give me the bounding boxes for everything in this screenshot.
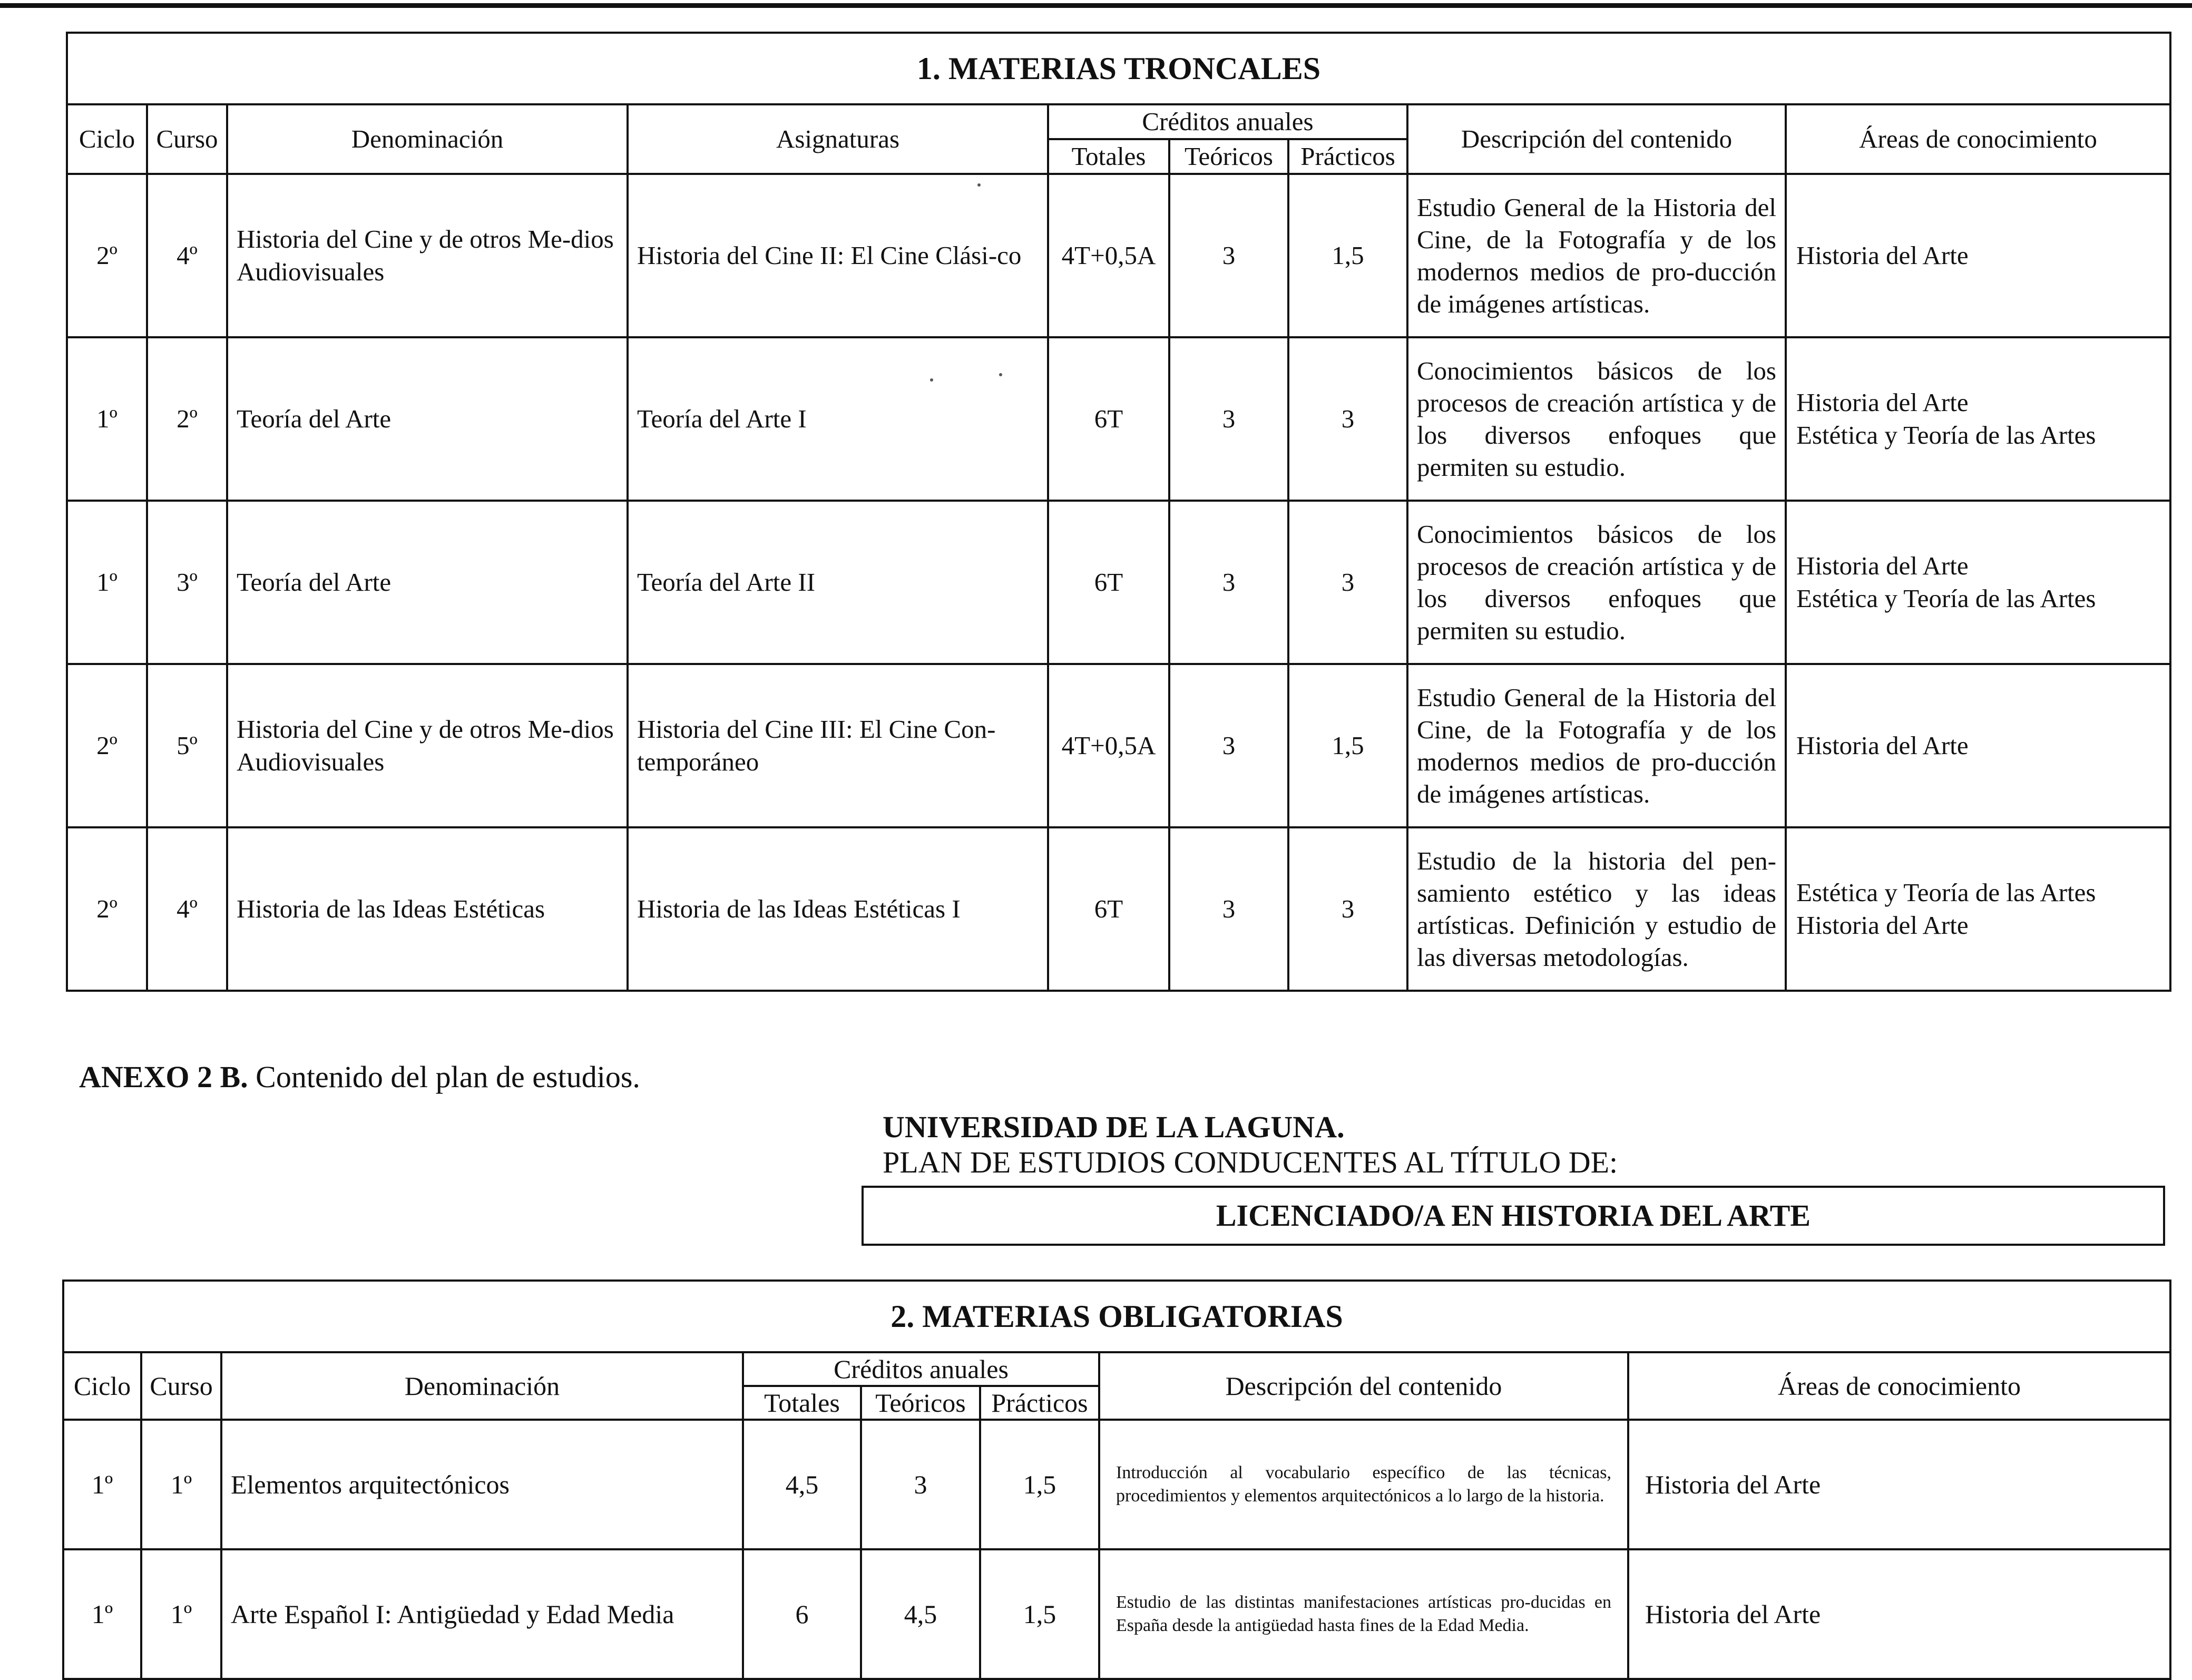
cell-teoricos: 3 xyxy=(1169,827,1288,991)
cell-totales: 6T xyxy=(1048,337,1169,501)
cell-areas xyxy=(1786,501,2170,664)
cell-ciclo: 2º xyxy=(67,827,147,991)
header-areas: Áreas de conocimiento xyxy=(1786,104,2170,174)
table-title: 1. MATERIAS TRONCALES xyxy=(67,33,2170,104)
cell-descripcion: Estudio General de la Historia del Cine, de la Fotografía y de los modernos medios de pro-ducción de imágenes artísticas. xyxy=(1407,174,1786,337)
area-line: Historia del Arte xyxy=(1796,388,1969,417)
cell-curso: 1º xyxy=(141,1420,221,1549)
cell-practicos: 1,5 xyxy=(1288,174,1407,337)
cell-totales: 6T xyxy=(1048,827,1169,991)
cell-ciclo: 2º xyxy=(67,664,147,827)
cell-asignatura: Teoría del Arte I xyxy=(628,337,1048,501)
cell-descripcion: Conocimientos básicos de los procesos de creación artística y de los diversos enfoques que permiten su estudio. xyxy=(1407,337,1786,501)
cell-areas xyxy=(1786,664,2170,827)
cell-denominacion: Arte Español I: Antigüedad y Edad Media xyxy=(221,1549,743,1679)
university-name: UNIVERSIDAD DE LA LAGUNA. xyxy=(883,1110,1345,1144)
header-practicos: Prácticos xyxy=(980,1386,1099,1420)
cell-totales: 4,5 xyxy=(743,1420,861,1549)
header-ciclo: Ciclo xyxy=(63,1352,141,1420)
table-row xyxy=(67,337,2170,501)
table-row xyxy=(67,827,2170,991)
header-ciclo: Ciclo xyxy=(67,104,147,174)
cell-teoricos: 3 xyxy=(861,1420,980,1549)
table-title: 2. MATERIAS OBLIGATORIAS xyxy=(63,1281,2170,1352)
plan-title: PLAN DE ESTUDIOS CONDUCENTES AL TÍTULO DE: xyxy=(883,1145,1618,1179)
cell-descripcion: Conocimientos básicos de los procesos de creación artística y de los diversos enfoques que permiten su estudio. xyxy=(1407,501,1786,664)
cell-totales: 4T+0,5A xyxy=(1048,174,1169,337)
cell-totales: 6T xyxy=(1048,501,1169,664)
header-practicos: Prácticos xyxy=(1288,139,1407,174)
cell-ciclo: 2º xyxy=(67,174,147,337)
header-curso: Curso xyxy=(141,1352,221,1420)
area-line: Historia del Arte xyxy=(1796,731,1969,760)
cell-ciclo: 1º xyxy=(67,337,147,501)
cell-practicos: 3 xyxy=(1288,827,1407,991)
cell-ciclo: 1º xyxy=(63,1420,141,1549)
cell-denominacion: Teoría del Arte xyxy=(227,337,628,501)
area-line: Historia del Arte xyxy=(1796,241,1969,270)
table-row xyxy=(63,1549,2170,1679)
cell-areas: Historia del Arte xyxy=(1628,1420,2170,1549)
cell-areas xyxy=(1786,827,2170,991)
table-row xyxy=(67,174,2170,337)
cell-descripcion: Estudio de la historia del pen-samiento estético y las ideas artísticas. Definición y estudio de las diversas metodologías. xyxy=(1407,827,1786,991)
table-row xyxy=(67,501,2170,664)
cell-asignatura: Historia del Cine III: El Cine Con-temporáneo xyxy=(628,664,1048,827)
header-totales: Totales xyxy=(743,1386,861,1420)
materias-obligatorias-table xyxy=(62,1279,2171,1680)
header-descripcion: Descripción del contenido xyxy=(1407,104,1786,174)
cell-curso: 2º xyxy=(147,337,227,501)
cell-denominacion: Historia de las Ideas Estéticas xyxy=(227,827,628,991)
cell-curso: 5º xyxy=(147,664,227,827)
table-row xyxy=(67,664,2170,827)
cell-totales: 6 xyxy=(743,1549,861,1679)
header-denominacion: Denominación xyxy=(227,104,628,174)
table-row xyxy=(63,1420,2170,1549)
cell-teoricos: 3 xyxy=(1169,174,1288,337)
cell-denominacion: Teoría del Arte xyxy=(227,501,628,664)
cell-teoricos: 3 xyxy=(1169,664,1288,827)
cell-practicos: 1,5 xyxy=(1288,664,1407,827)
cell-areas: Historia del Arte xyxy=(1628,1549,2170,1679)
degree-title-box: LICENCIADO/A EN HISTORIA DEL ARTE xyxy=(862,1186,2165,1246)
cell-descripcion: Estudio General de la Historia del Cine, de la Fotografía y de los modernos medios de pro-ducción de imágenes artísticas. xyxy=(1407,664,1786,827)
header-descripcion: Descripción del contenido xyxy=(1099,1352,1628,1420)
cell-areas xyxy=(1786,337,2170,501)
header-teoricos: Teóricos xyxy=(1169,139,1288,174)
scan-speck xyxy=(977,183,981,187)
area-line: Historia del Arte xyxy=(1796,551,1969,580)
cell-descripcion: Estudio de las distintas manifestaciones artísticas pro-ducidas en España desde la antigüedad hasta fines de la Edad Media. xyxy=(1099,1549,1628,1679)
header-totales: Totales xyxy=(1048,139,1169,174)
header-teoricos: Teóricos xyxy=(861,1386,980,1420)
area-line: Estética y Teoría de las Artes xyxy=(1796,584,2096,613)
top-rule xyxy=(0,3,2192,8)
header-curso: Curso xyxy=(147,104,227,174)
cell-totales: 4T+0,5A xyxy=(1048,664,1169,827)
cell-areas xyxy=(1786,174,2170,337)
cell-practicos: 1,5 xyxy=(980,1420,1099,1549)
cell-ciclo: 1º xyxy=(67,501,147,664)
annex-heading xyxy=(79,1059,640,1095)
scan-speck xyxy=(930,378,933,382)
header-asignaturas: Asignaturas xyxy=(628,104,1048,174)
area-line: Historia del Arte xyxy=(1796,911,1969,940)
cell-descripcion: Introducción al vocabulario específico de las técnicas, procedimientos y elementos arquitectónicos a lo largo de la historia. xyxy=(1099,1420,1628,1549)
cell-ciclo: 1º xyxy=(63,1549,141,1679)
header-creditos-anuales: Créditos anuales xyxy=(1048,104,1407,139)
cell-curso: 1º xyxy=(141,1549,221,1679)
cell-practicos: 1,5 xyxy=(980,1549,1099,1679)
cell-curso: 4º xyxy=(147,174,227,337)
annex-label: ANEXO 2 B. xyxy=(79,1060,248,1094)
cell-practicos: 3 xyxy=(1288,501,1407,664)
cell-denominacion: Elementos arquitectónicos xyxy=(221,1420,743,1549)
header-creditos-anuales: Créditos anuales xyxy=(743,1352,1099,1386)
cell-asignatura: Teoría del Arte II xyxy=(628,501,1048,664)
cell-practicos: 3 xyxy=(1288,337,1407,501)
cell-curso: 4º xyxy=(147,827,227,991)
area-line: Estética y Teoría de las Artes xyxy=(1796,421,2096,450)
materias-troncales-table xyxy=(66,32,2171,992)
header-areas: Áreas de conocimiento xyxy=(1628,1352,2170,1420)
cell-denominacion: Historia del Cine y de otros Me-dios Audiovisuales xyxy=(227,174,628,337)
area-line: Estética y Teoría de las Artes xyxy=(1796,878,2096,907)
cell-curso: 3º xyxy=(147,501,227,664)
cell-asignatura: Historia de las Ideas Estéticas I xyxy=(628,827,1048,991)
header-denominacion: Denominación xyxy=(221,1352,743,1420)
cell-denominacion: Historia del Cine y de otros Me-dios Audiovisuales xyxy=(227,664,628,827)
cell-teoricos: 3 xyxy=(1169,501,1288,664)
cell-teoricos: 4,5 xyxy=(861,1549,980,1679)
cell-asignatura: Historia del Cine II: El Cine Clási-co xyxy=(628,174,1048,337)
annex-text: Contenido del plan de estudios. xyxy=(248,1060,640,1094)
scan-speck xyxy=(999,373,1002,376)
cell-teoricos: 3 xyxy=(1169,337,1288,501)
